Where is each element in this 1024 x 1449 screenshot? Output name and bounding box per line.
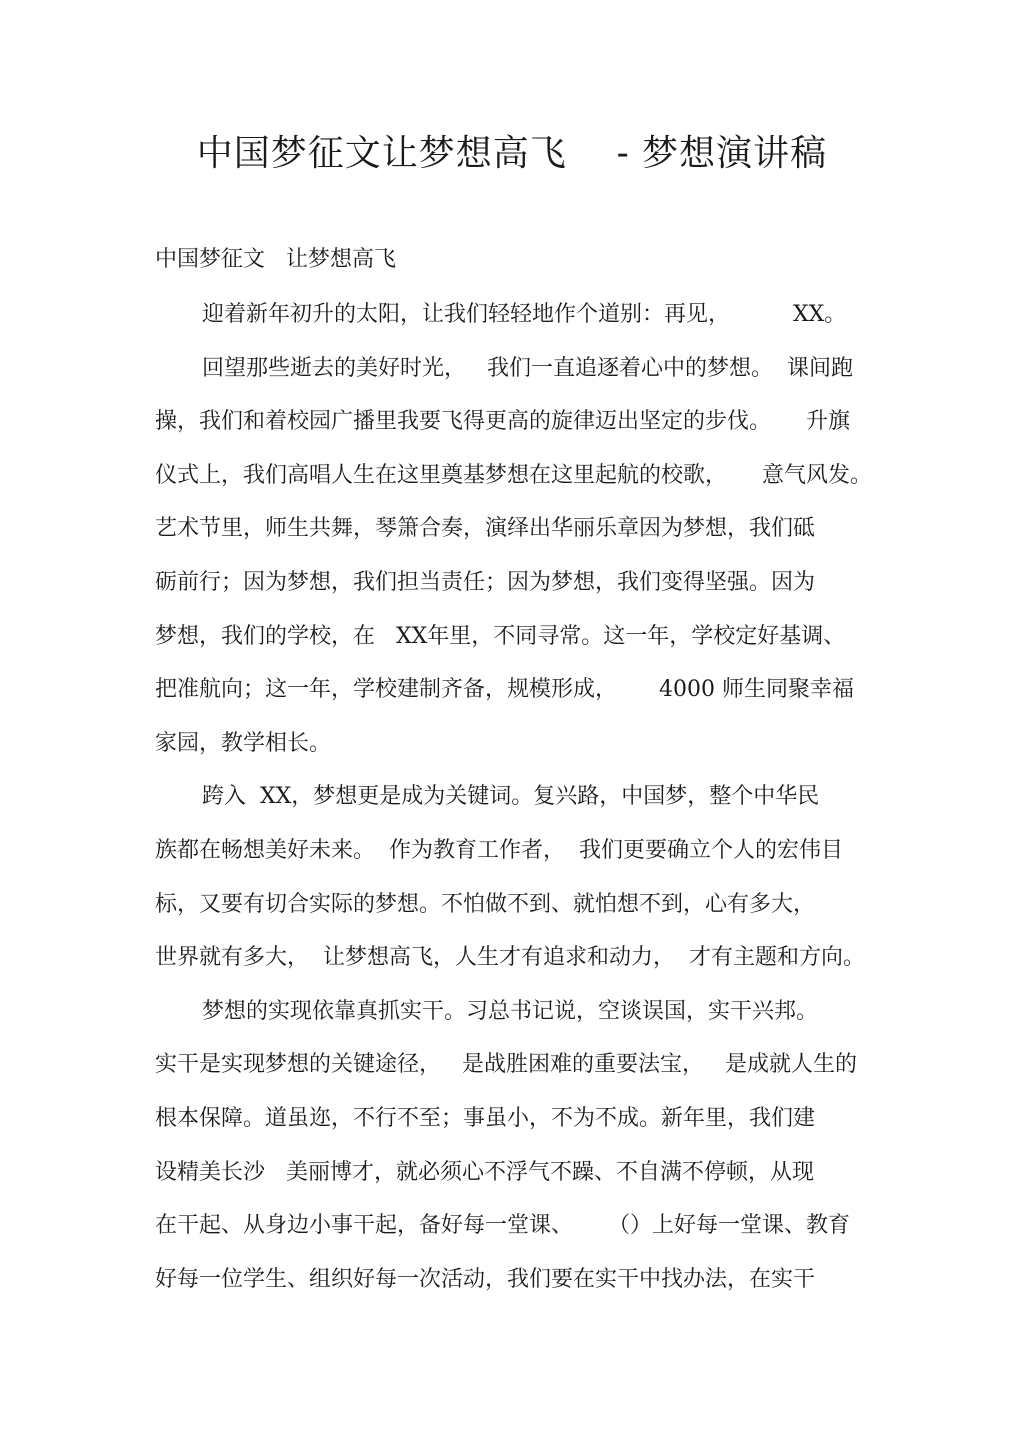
text-line: 操，我们和着校园广播里我要飞得更高的旋律迈出坚定的步伐。 升旗 [155, 409, 850, 435]
document-body [155, 294, 875, 1312]
text-line: 把准航向；这一年，学校建制齐备，规模形成， 4000 师生同聚幸福 [155, 677, 854, 703]
text-line: 梦想，我们的学校，在 XX年里，不同寻常。这一年，学校定好基调、 [155, 623, 846, 649]
text-line: 仪式上，我们高唱人生在这里奠基梦想在这里起航的校歌， 意气风发。 [155, 462, 872, 488]
text-line: 梦想的实现依靠真抓实干。习总书记说，空谈误国，实干兴邦。 [202, 998, 819, 1024]
text-line: 在干起、从身边小事干起，备好每一堂课、 （）上好每一堂课、教育 [155, 1213, 850, 1239]
document-title: 中国梦征文让梦想高飞 - 梦想演讲稿 [196, 133, 828, 174]
text-line: 实干是实现梦想的关键途径， 是战胜困难的重要法宝， 是成就人生的 [155, 1052, 857, 1078]
text-line: 设精美长沙 美丽博才，就必须心不浮气不躁、不自满不停顿，从现 [155, 1159, 814, 1185]
text-line: 家园，教学相长。 [155, 730, 332, 756]
text-line: 砺前行；因为梦想，我们担当责任；因为梦想，我们变得坚强。因为 [155, 569, 816, 595]
text-line: 根本保障。道虽迩，不行不至；事虽小，不为不成。新年里，我们建 [155, 1105, 816, 1131]
text-line: 回望那些逝去的美好时光， 我们一直追逐着心中的梦想。 课间跑 [202, 355, 853, 381]
text-line: 迎着新年初升的太阳，让我们轻轻地作个道别：再见， XX。 [202, 302, 847, 327]
text-line: 世界就有多大， 让梦想高飞，人生才有追求和动力， 才有主题和方向。 [155, 945, 865, 971]
document-subtitle: 中国梦征文 让梦想高飞 [155, 247, 396, 272]
text-line: 族都在畅想美好未来。 作为教育工作者， 我们更要确立个人的宏伟目 [155, 837, 843, 863]
text-line: 好每一位学生、组织好每一次活动，我们要在实干中找办法，在实干 [155, 1266, 816, 1292]
text-line: 跨入 XX，梦想更是成为关键词。复兴路，中国梦，整个中华民 [202, 784, 820, 810]
text-line: 艺术节里，师生共舞，琴箫合奏，演绎出华丽乐章因为梦想，我们砥 [155, 516, 816, 542]
text-line: 标，又要有切合实际的梦想。不怕做不到、就怕想不到，心有多大， [155, 891, 816, 917]
